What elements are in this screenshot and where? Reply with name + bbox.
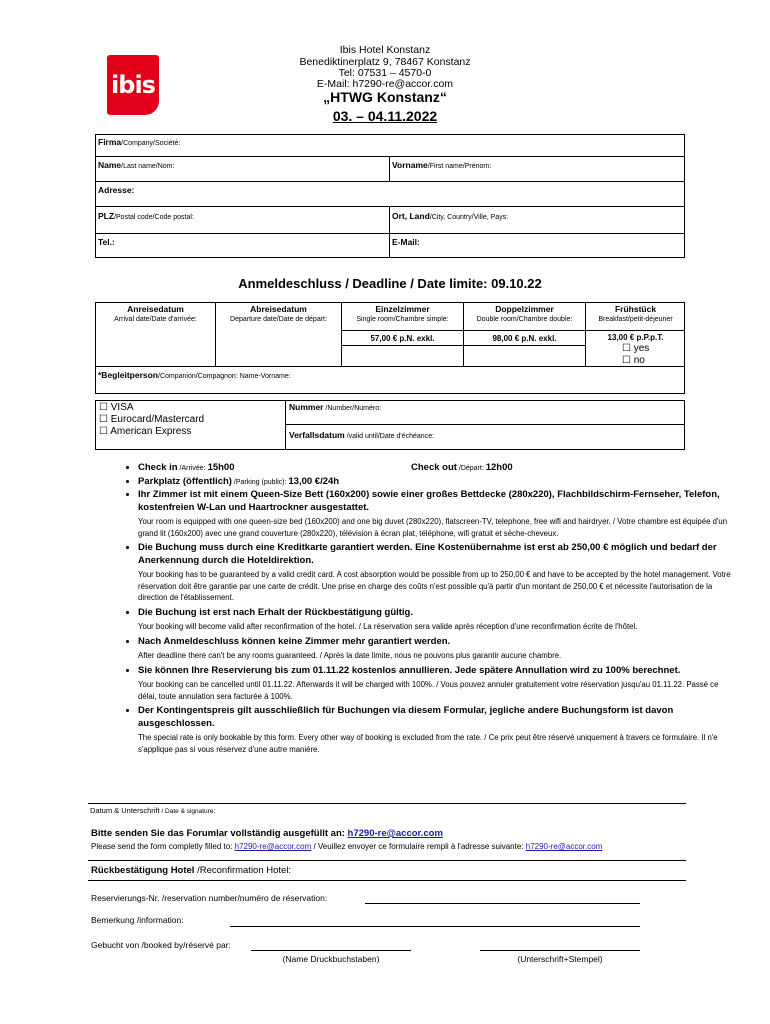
terms-list — [95, 462, 738, 758]
col-departure[interactable]: Abreisedatum Departure date/Date de départ: — [230, 304, 327, 323]
field-name[interactable]: Name/Last name/Nom: — [98, 160, 175, 170]
visa-checkbox[interactable]: ☐ VISA — [99, 402, 134, 413]
breakfast-no-checkbox[interactable]: ☐ no — [622, 355, 645, 366]
term-rate: • Der Kontingentspreis gilt ausschließlich für Buchungen via diesem Formular, jegliche andere Buchungsform ist davon ausgeschlossen. The special rate is only bookable by this form. Every other way of booking is excluded from the rate. / Ce prix peut être réservé uniquement à travers ce formulaire. Il n'e s'applique pas si vous réservez d'une autre manière. — [138, 705, 738, 755]
field-email[interactable]: E-Mail: — [392, 237, 420, 247]
deadline: Anmeldeschluss / Deadline / Date limite: 09.10.22 — [238, 276, 542, 291]
field-tel[interactable]: Tel.: — [98, 237, 115, 247]
reconfirmation-title: Rückbestätigung Hotel /Reconfirmation Hotel: — [91, 865, 292, 876]
term-after-deadline: • Nach Anmeldeschluss können keine Zimmer mehr garantiert werden. After deadline there can't be any rooms guaranteed. / Après la date limite, nous ne pouvons plus garantir aucune chambre. — [138, 636, 738, 662]
breakfast-yes-checkbox[interactable]: ☐ yes — [622, 343, 650, 354]
send-email-link-2[interactable]: h7290-re@accor.com — [234, 842, 312, 851]
single-price: 57,00 € p.N. exkl. — [370, 334, 435, 343]
signature-stamp-caption: (Unterschrift+Stempel) — [517, 954, 603, 964]
hotel-name: Ibis Hotel Konstanz — [339, 44, 431, 56]
breakfast-price: 13,00 € p.P.p.T. — [607, 333, 664, 342]
send-instruction: Bitte senden Sie das Forumlar vollständig ausgefüllt an: h7290-re@accor.com — [91, 828, 443, 839]
field-vorname[interactable]: Vorname/First name/Prénom: — [392, 160, 492, 170]
hotel-address: Benediktinerplatz 9, 78467 Konstanz — [299, 56, 471, 68]
event-dates: 03. – 04.11.2022 — [332, 108, 438, 124]
event-name: „HTWG Konstanz“ — [323, 89, 447, 105]
col-double[interactable]: Doppelzimmer Double room/Chambre double: — [476, 304, 573, 323]
field-ort[interactable]: Ort, Land/City, Country/Ville, Pays: — [392, 211, 509, 221]
card-options — [99, 402, 204, 438]
field-companion[interactable]: *Begleitperson/Companion/Compagnon: Name-Vorname: — [98, 370, 291, 380]
remark-line[interactable] — [230, 926, 640, 927]
term-cancellation: • Sie können Ihre Reservierung bis zum 01.11.22 kostenlos annullieren. Jede spätere Annullation wird zu 100% berechnet. Your booking can be cancelled until 01.11.22. Afterwards it will be charged with 100%. / Vous pouvez annuler gratuitement votre réservation jusqu'au 01.11.22. Passé ce délai, toute annulation sera facturée à 100%. — [138, 665, 738, 703]
col-arrival[interactable]: Anreisedatum Arrival date/Date d'arrivée: — [114, 304, 197, 323]
reservation-number-label: Reservierungs-Nr. /reservation number/numéro de réservation: — [91, 893, 328, 903]
send-email-link[interactable]: h7290-re@accor.com — [347, 828, 443, 839]
term-validity: • Die Buchung ist erst nach Erhalt der Rückbestätigung gültig. Your booking will become valid after reconfirmation of the hotel. / La réservation sera valide après réception d'une reconfirmation écrite de l'hôtel. — [138, 607, 738, 633]
booked-by-name-line[interactable] — [251, 950, 411, 951]
signature-line — [88, 803, 686, 804]
print-name-caption: (Name Druckbuchstaben) — [282, 954, 380, 964]
term-checkin: • Check in /Arrivée: 15h00 Check out /Départ: 12h00 — [138, 462, 738, 476]
term-parking: • Parkplatz (öffentlich) /Parking (public): 13,00 €/24h — [138, 476, 738, 490]
hotel-email: E-Mail: h7290-re@accor.com — [316, 78, 454, 90]
remark-label: Bemerkung /information: — [91, 915, 184, 925]
field-adresse[interactable]: Adresse: — [98, 185, 135, 195]
field-card-expiry[interactable]: Verfallsdatum /valid until/Date d'échéance: — [289, 430, 435, 440]
hotel-tel: Tel: 07531 – 4570-0 — [338, 67, 432, 79]
booked-by-sign-line[interactable] — [480, 950, 640, 951]
send-email-link-3[interactable]: h7290-re@accor.com — [525, 842, 603, 851]
ibis-logo — [107, 55, 159, 115]
term-credit-card: • Die Buchung muss durch eine Kreditkarte garantiert werden. Eine Kostenübernahme ist erst ab 250,00 € möglich und bedarf der Anerkennung durch die Hoteldirektion. Your booking has to be guaranteed by a valid credit card. A cost absorption would be possible from up to 250,00 € and have to be accepted by the hotel management. Votre réservation doit être garantie par une carte de crédit. Une prise en charge des coûts n'est possible qu'à partir d'un montant de 250,00 € et nécessite l'autorisation de la direction de l'établissement. — [138, 542, 738, 604]
term-room: • Ihr Zimmer ist mit einem Queen-Size Bett (160x200) sowie einer großes Bettdecke (280x220), Flachbildschirm-Fernseher, Telefon, kostenfreien W-Lan und Haartrockner ausgestattet. Your room is equipped with one queen-size bed (160x200) and one big duvet (280x220), flatscreen-TV, telephone, free wifi and hairdryer. / Votre chambre est équipée d'un grand lit (160x200) avec une grand couverture (280x220), télévision à écran plat, téléphone, wifi gratuit et sèche-cheveux. — [138, 489, 738, 539]
guest-form — [95, 134, 685, 258]
reservation-number-line[interactable] — [365, 903, 640, 904]
field-firma[interactable]: Firma/Company/Société: — [98, 137, 181, 147]
send-instruction-translation: Please send the form completly filled to: h7290-re@accor.com / Veuillez envoyer ce formulaire rempli à l'adresse suivante: h7290-re@accor.com — [91, 842, 603, 851]
field-card-number[interactable]: Nummer /Number/Numéro: — [289, 402, 382, 412]
col-single[interactable]: Einzelzimmer Single room/Chambre simple: — [356, 304, 449, 323]
logo-text: ibis — [111, 71, 155, 99]
double-price: 98,00 € p.N. exkl. — [492, 334, 557, 343]
mastercard-checkbox[interactable]: ☐ Eurocard/Mastercard — [99, 414, 205, 425]
amex-checkbox[interactable]: ☐ American Express — [99, 426, 192, 437]
booked-by-label: Gebucht von /booked by/réservé par: — [91, 940, 231, 950]
col-breakfast: Frühstück Breakfast/petit-déjeuner — [598, 304, 673, 323]
field-plz[interactable]: PLZ/Postal code/Code postal: — [98, 211, 194, 221]
signature-label[interactable]: Datum & Unterschrift / Date & signature: — [90, 806, 216, 815]
